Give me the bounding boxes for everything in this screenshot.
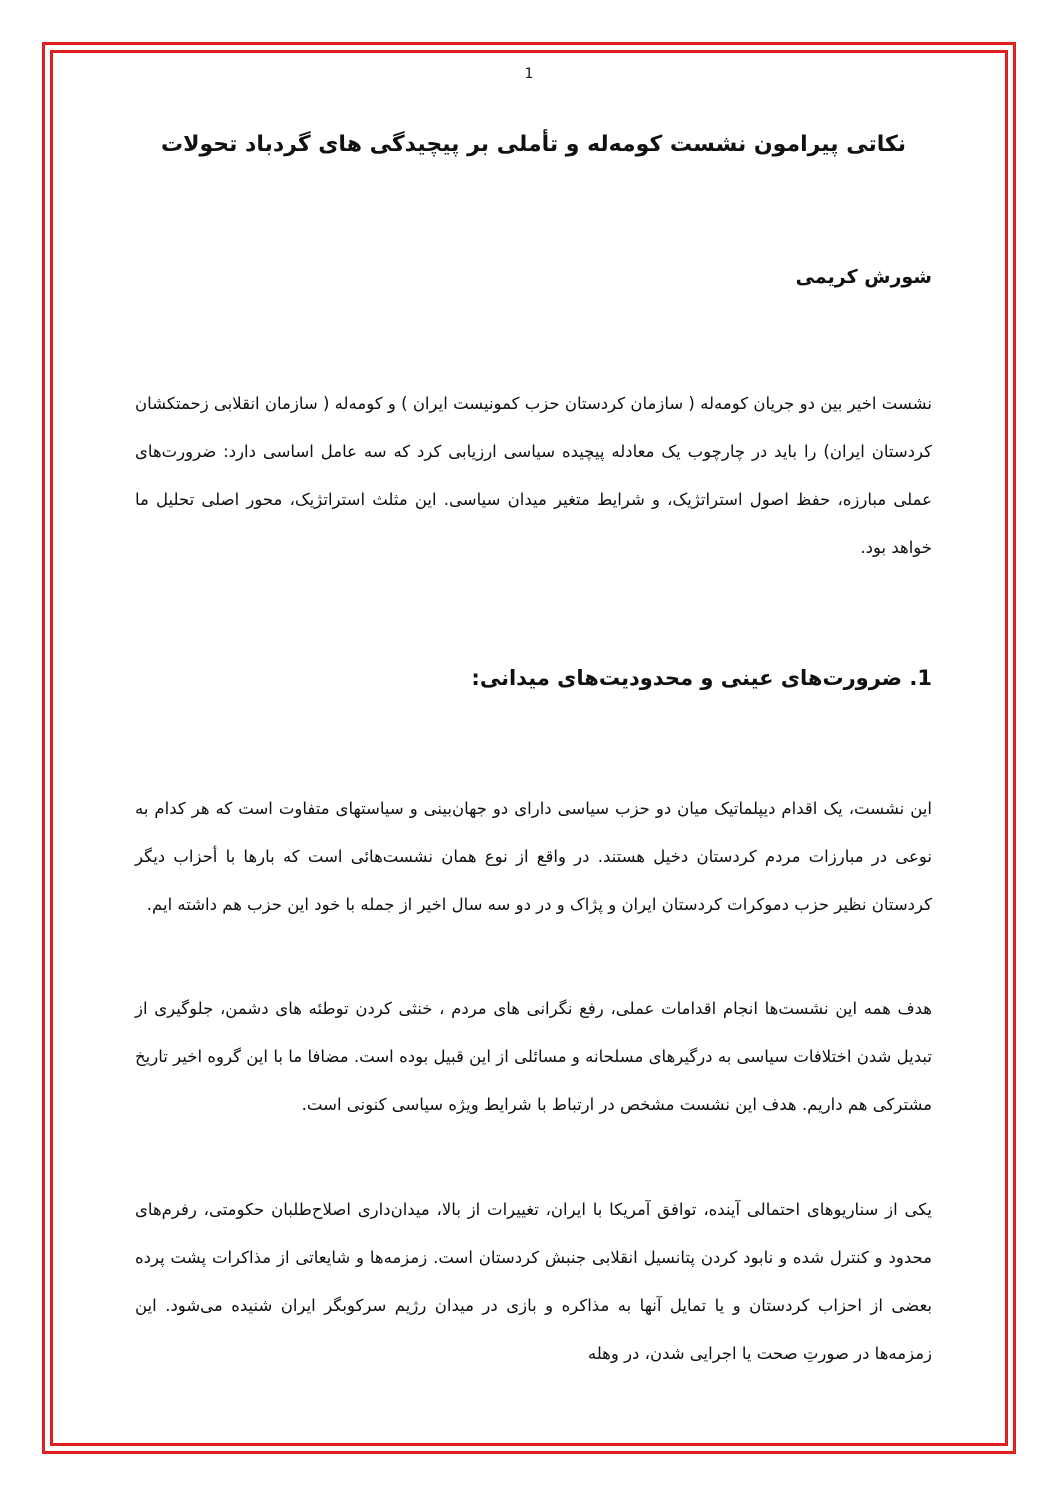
section-paragraph: هدف همه این نشست‌ها انجام اقدامات عملی، رفع نگرانی های مردم ، خنثی کردن توطئه های دشمن، جلوگیری از تبدیل شدن اختلافات سیاسی به درگیرهای مسلحانه و مسائلی از این قبیل بوده است. مضافا ما با این گروه اخیر تاریخ مشترکی هم داریم. هدف این نشست مشخص در ارتباط با شرایط ویژه سیاسی کنونی است. bbox=[135, 999, 932, 1114]
document-title: نکاتی پیرامون نشست کومه‌له و تأملی بر پیچیدگی های گردباد تحولات bbox=[160, 132, 907, 157]
page-number: 1 bbox=[524, 66, 534, 82]
author-name: شورش کریمی bbox=[795, 266, 932, 288]
section-paragraph: یکی از سناریوهای احتمالی آینده، توافق آمریکا با ایران، تغییرات از بالا، میدان‌داری اصلاح‌طلبان حکومتی، رفرم‌های محدود و کنترل شده و نابود کردن پتانسیل انقلابی جنبش کردستان است. زمزمه‌ها و شایعاتی از مذاکرات پشت پرده بعضی از احزاب کردستان و یا تمایل آنها به مذاکره و بازی در میدان رژیم سرکوبگر ایران شنیده می‌شود. این زمزمه‌ها در صورتِ صحت یا اجرایی شدن، در وهله bbox=[135, 1200, 932, 1363]
section-heading: 1. ضرورت‌های عینی و محدودیت‌های میدانی: bbox=[471, 666, 932, 690]
section-paragraph: این نشست، یک اقدام دیپلماتیک میان دو حزب سیاسی دارای دو جهان‌بینی و سیاستهای متفاوت است که هر کدام به نوعی در مبارزات مردم کردستان دخیل هستند. در واقع از نوع همان نشست‌هائی است که بارها با أحزاب دیگر کردستان نظیر حزب دموکرات کردستان ایران و پژاک و در دو سه سال اخیر از جمله با خود این حزب هم داشته ایم. bbox=[135, 799, 932, 914]
intro-paragraph: نشست اخیر بین دو جریان کومه‌له ( سازمان کردستان حزب کمونیست ایران ) و کومه‌له ( سازمان انقلابی زحمتکشان کردستان ایران) را باید در چارچوب یک معادله پیچیده سیاسی ارزیابی کرد که سه عامل اساسی دارد: ضرورت‌های عملی مبارزه، حفظ اصول استراتژیک، و شرایط متغیر میدان سیاسی. این مثلث استراتژیک، محور اصلی تحلیل ما خواهد بود. bbox=[135, 394, 932, 557]
